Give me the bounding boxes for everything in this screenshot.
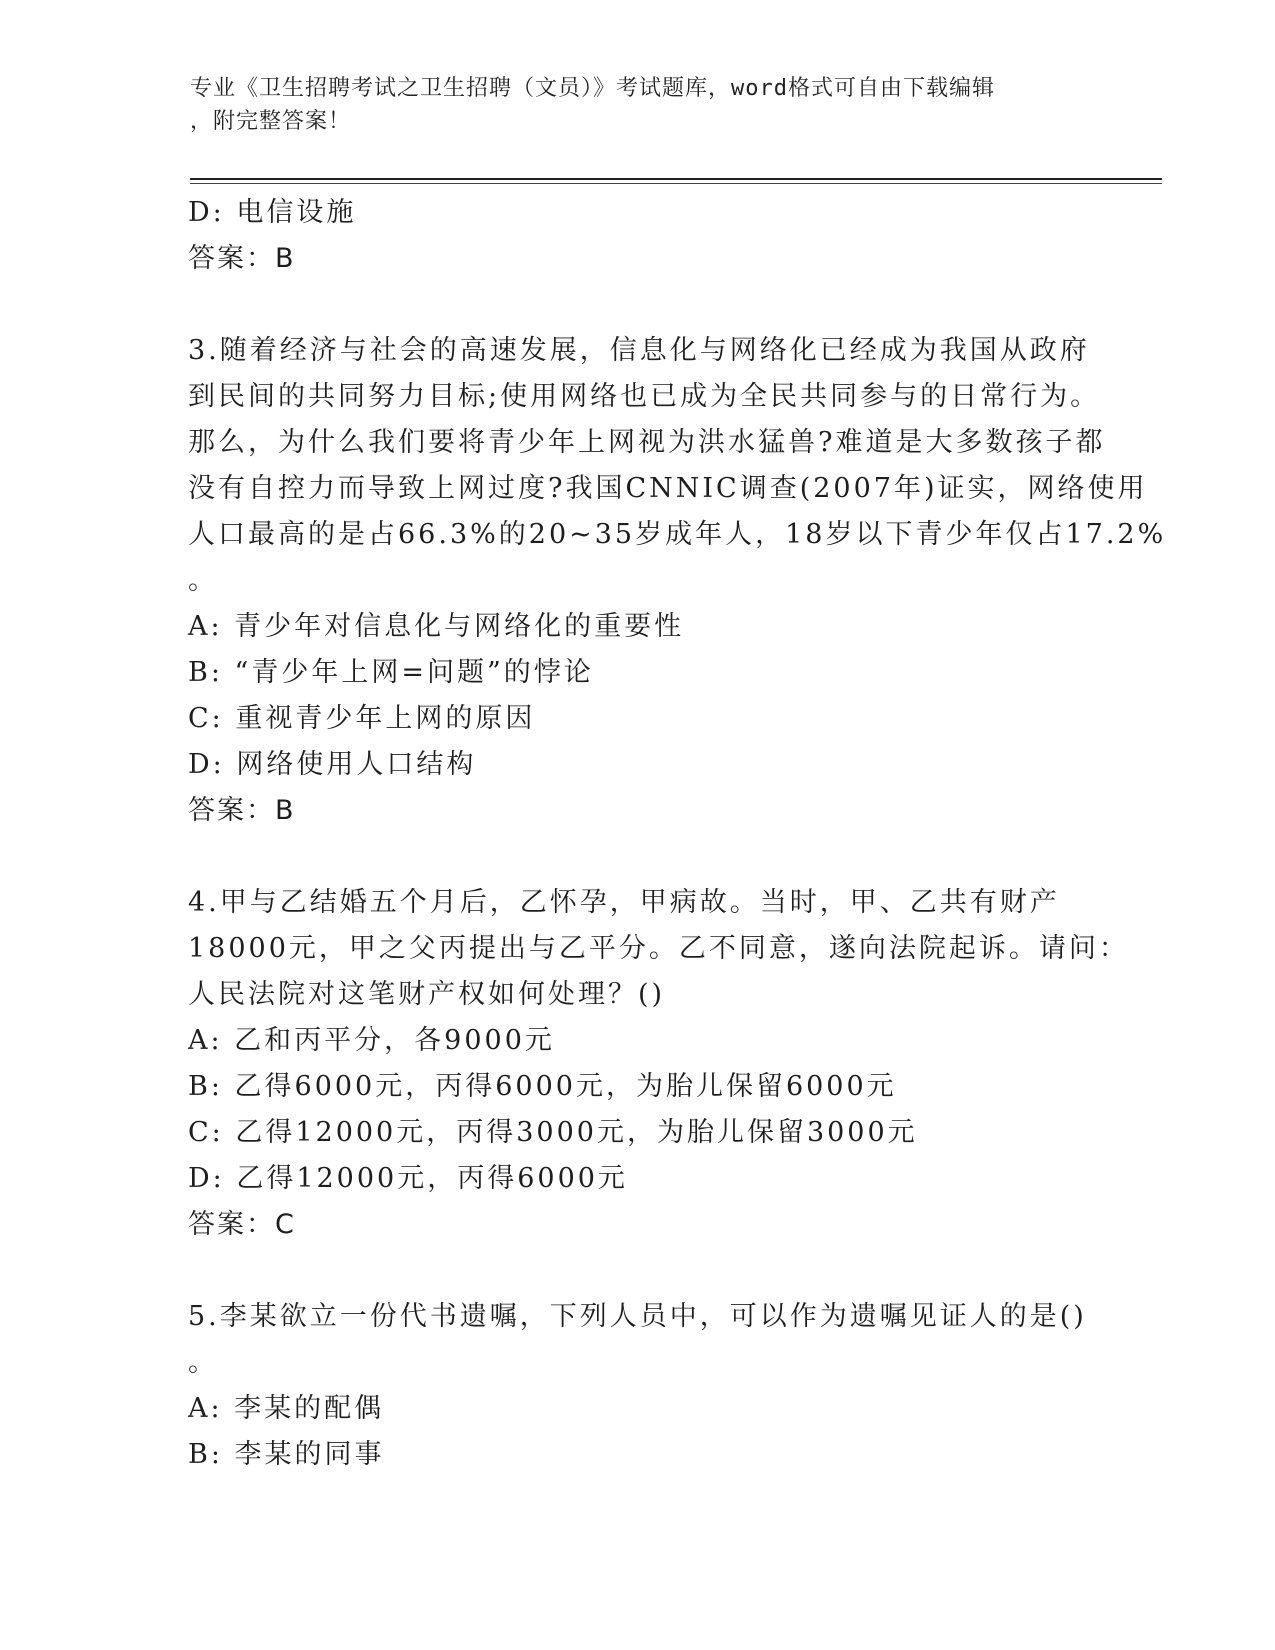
option-c: C: 乙得12000元，丙得3000元，为胎儿保留3000元 <box>188 1117 918 1148</box>
question-stem-line: 。 <box>188 565 218 596</box>
spacer <box>188 1248 1088 1294</box>
option-b: B: “青少年上网=问题”的悖论 <box>188 657 594 688</box>
question-2-tail <box>188 190 1088 282</box>
option-d: D: 电信设施 <box>188 197 357 228</box>
page-header <box>190 72 1090 138</box>
option-d: D: 乙得12000元，丙得6000元 <box>188 1163 628 1194</box>
question-4 <box>188 880 1129 1248</box>
question-5 <box>188 1294 1088 1478</box>
option-a: A: 青少年对信息化与网络化的重要性 <box>188 611 685 642</box>
question-stem-line: 人口最高的是占66.3%的20~35岁成年人，18岁以下青少年仅占17.2% <box>188 519 1167 550</box>
option-b: B: 乙得6000元，丙得6000元，为胎儿保留6000元 <box>188 1071 897 1102</box>
header-line-1: 专业《卫生招聘考试之卫生招聘（文员）》考试题库，word格式可自由下载编辑 <box>190 76 995 101</box>
answer: 答案：B <box>188 795 296 826</box>
question-stem-line: 人民法院对这笔财产权如何处理？() <box>188 979 666 1010</box>
option-c: C: 重视青少年上网的原因 <box>188 703 536 734</box>
question-stem-line: 18000元，甲之父丙提出与乙平分。乙不同意，遂向法院起诉。请问： <box>188 933 1129 964</box>
option-a: A: 乙和丙平分，各9000元 <box>188 1025 555 1056</box>
option-b: B: 李某的同事 <box>188 1439 385 1470</box>
question-list <box>188 190 1167 1478</box>
answer: 答案：C <box>188 1209 296 1240</box>
question-stem-line: 5.李某欲立一份代书遗嘱，下列人员中，可以作为遗嘱见证人的是() <box>188 1301 1087 1332</box>
question-3 <box>188 328 1167 834</box>
option-a: A: 李某的配偶 <box>188 1393 385 1424</box>
header-divider <box>190 178 1162 180</box>
option-d: D: 网络使用人口结构 <box>188 749 477 780</box>
question-stem-line: 到民间的共同努力目标;使用网络也已成为全民共同参与的日常行为。 <box>188 381 1101 412</box>
question-stem-line: 那么，为什么我们要将青少年上网视为洪水猛兽?难道是大多数孩子都 <box>188 427 1106 458</box>
spacer <box>188 282 1088 328</box>
header-divider-thin <box>190 183 1162 184</box>
question-stem-line: 没有自控力而导致上网过度?我国CNNIC调查(2007年)证实，网络使用 <box>188 473 1148 504</box>
question-stem-line: 4.甲与乙结婚五个月后，乙怀孕，甲病故。当时，甲、乙共有财产 <box>188 887 1060 918</box>
spacer <box>188 834 1088 880</box>
header-line-2: ，附完整答案！ <box>190 109 352 134</box>
question-stem-line: 。 <box>188 1347 218 1378</box>
question-stem-line: 3.随着经济与社会的高速发展，信息化与网络化已经成为我国从政府 <box>188 335 1090 366</box>
answer: 答案：B <box>188 243 296 274</box>
